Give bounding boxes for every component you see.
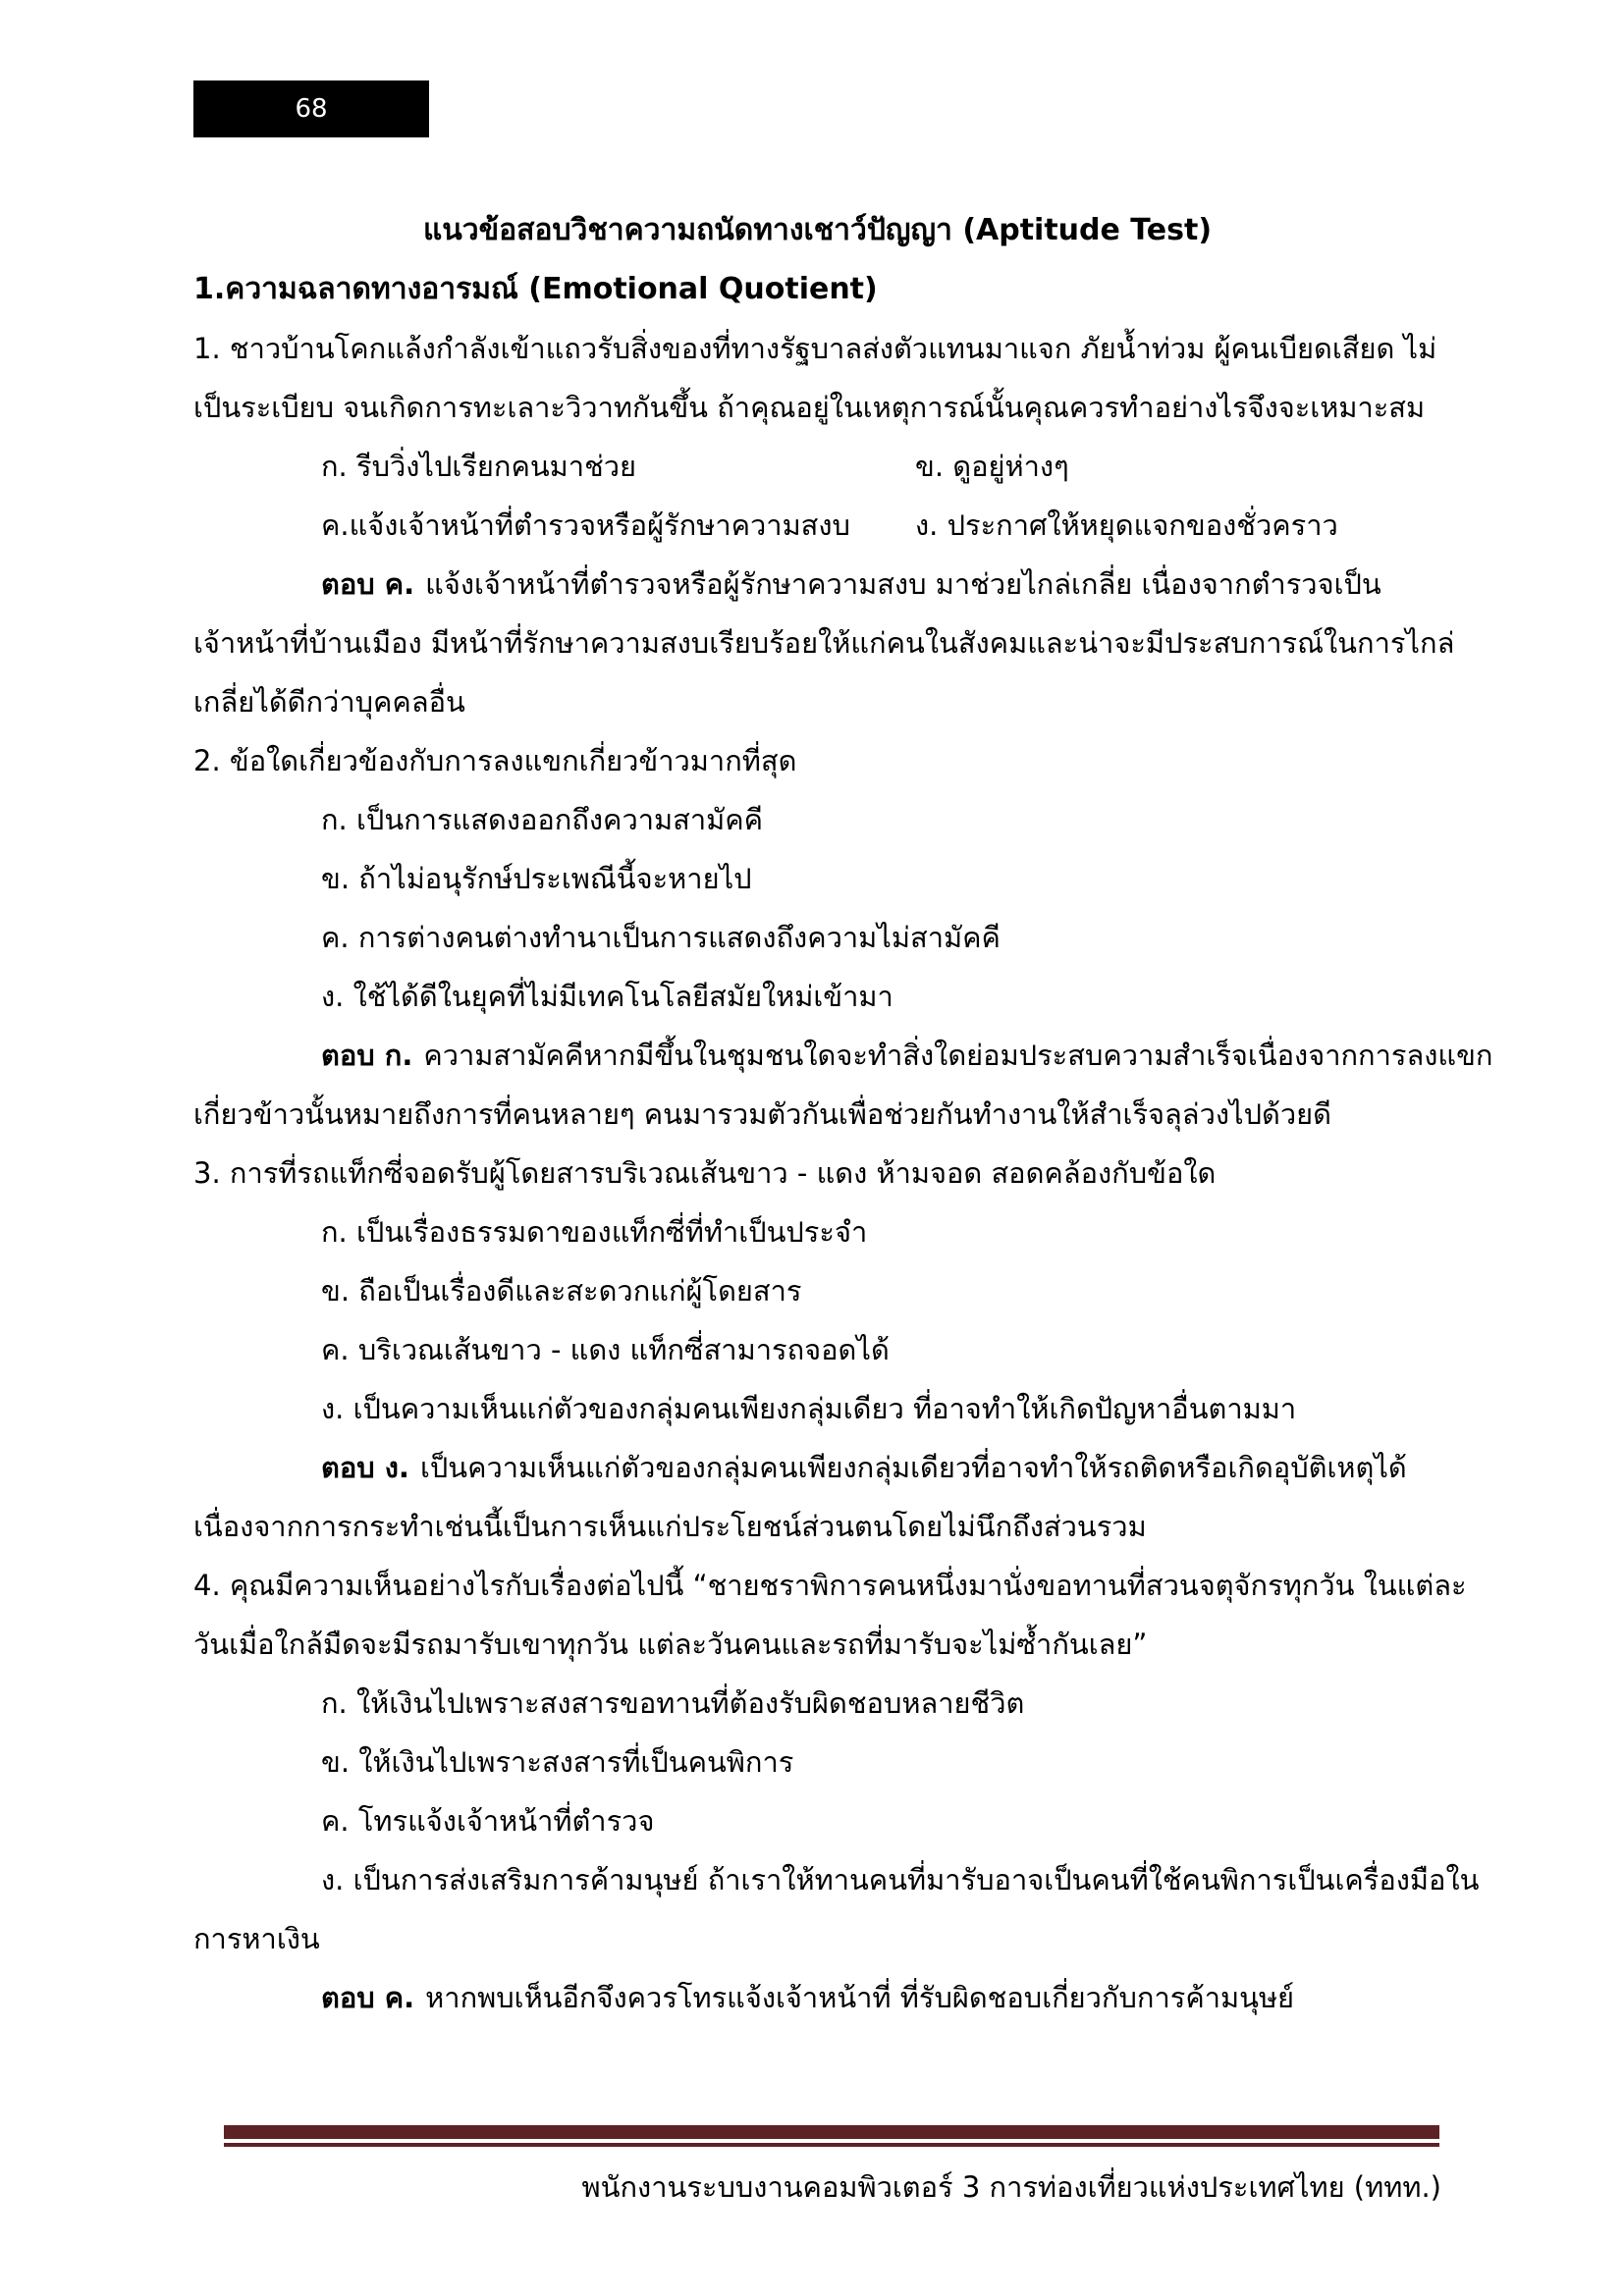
question-2-line-1: 2. ข้อใดเกี่ยวข้องกับการลงแขกเกี่ยวข้าวมากที่สุด xyxy=(193,744,797,777)
question-2-answer-line-1 xyxy=(193,1026,1493,1085)
document-content xyxy=(193,201,1493,2027)
question-2-choice-b: ข. ถ้าไม่อนุรักษ์ประเพณีนี้จะหายไป xyxy=(321,862,752,895)
document-title: แนวข้อสอบวิชาความถนัดทางเชาว์ปัญญา (Aptitude Test) xyxy=(422,213,1213,247)
question-1-answer-label: ตอบ ค. xyxy=(321,567,415,601)
question-2-choice-a: ก. เป็นการแสดงออกถึงความสามัคคี xyxy=(321,803,764,836)
section-heading: 1.ความฉลาดทางอารมณ์ (Emotional Quotient) xyxy=(193,272,878,306)
question-1-line-1: 1. ชาวบ้านโคกแล้งกำลังเข้าแถวรับสิ่งของที่ทางรัฐบาลส่งตัวแทนมาแจก ภัยน้ำท่วม ผู้คนเบียดเสียด ไม่ xyxy=(193,332,1437,365)
question-4-choice-c: ค. โทรแจ้งเจ้าหน้าที่ตำรวจ xyxy=(321,1804,655,1838)
question-4-choice-d: ง. เป็นการส่งเสริมการค้ามนุษย์ ถ้าเราให้ทานคนที่มารับอาจเป็นคนที่ใช้คนพิการเป็นเครื่องมือใน xyxy=(321,1863,1480,1896)
question-3-answer-line-2: เนื่องจากการกระทำเช่นนี้เป็นการเห็นแก่ประโยชน์ส่วนตนโดยไม่นึกถึงส่วนรวม xyxy=(193,1510,1147,1543)
question-2-answer-text: ความสามัคคีหากมีขึ้นในชุมชนใดจะทำสิ่งใดย่อมประสบความสำเร็จเนื่องจากการลงแขก xyxy=(423,1039,1493,1072)
question-4-answer-line-1 xyxy=(193,1968,1441,2027)
question-3-answer-line-1 xyxy=(193,1438,1441,1497)
footer-divider xyxy=(224,2125,1439,2147)
question-3-choice-d: ง. เป็นความเห็นแก่ตัวของกลุ่มคนเพียงกลุ่มเดียว ที่อาจทำให้เกิดปัญหาอื่นตามมา xyxy=(321,1392,1297,1425)
question-1-choice-a: ก. รีบวิ่งไปเรียกคนมาช่วย xyxy=(321,450,637,483)
page-number: 68 xyxy=(295,94,328,124)
question-2-choice-c: ค. การต่างคนต่างทำนาเป็นการแสดงถึงความไม่สามัคคี xyxy=(321,921,1001,954)
question-2-choice-d: ง. ใช้ได้ดีในยุคที่ไม่มีเทคโนโลยีสมัยใหม่เข้ามา xyxy=(321,980,893,1013)
question-4-choice-b: ข. ให้เงินไปเพราะสงสารที่เป็นคนพิการ xyxy=(321,1745,794,1779)
footer-divider-thick-bar xyxy=(224,2125,1439,2139)
question-1-choice-b: ข. ดูอยู่ห่างๆ xyxy=(915,450,1069,483)
question-1-choices-row-1 xyxy=(193,437,1441,496)
question-3-answer-label: ตอบ ง. xyxy=(321,1451,409,1484)
question-2-answer-label: ตอบ ก. xyxy=(321,1039,413,1072)
question-1-choice-c: ค.แจ้งเจ้าหน้าที่ตำรวจหรือผู้รักษาความสงบ xyxy=(321,508,850,542)
question-4-line-1: 4. คุณมีความเห็นอย่างไรกับเรื่องต่อไปนี้ “ชายชราพิการคนหนึ่งมานั่งขอทานที่สวนจตุจักรทุกวัน ในแต่ละ xyxy=(193,1569,1467,1602)
question-1-choice-d: ง. ประกาศให้หยุดแจกของชั่วคราว xyxy=(915,508,1338,542)
question-1-answer-line-1 xyxy=(193,555,1441,614)
question-3-choice-b: ข. ถือเป็นเรื่องดีและสะดวกแก่ผู้โดยสาร xyxy=(321,1274,802,1308)
page-number-box xyxy=(193,80,429,137)
question-1-answer-line-3: เกลี่ยได้ดีกว่าบุคคลอื่น xyxy=(193,685,465,719)
question-4-answer-text: หากพบเห็นอีกจึงควรโทรแจ้งเจ้าหน้าที่ ที่รับผิดชอบเกี่ยวกับการค้ามนุษย์ xyxy=(425,1981,1295,2014)
question-4-choice-d-continuation: การหาเงิน xyxy=(193,1922,320,1955)
question-1-answer-text: แจ้งเจ้าหน้าที่ตำรวจหรือผู้รักษาความสงบ มาช่วยไกล่เกลี่ย เนื่องจากตำรวจเป็น xyxy=(425,567,1381,601)
question-3-answer-text: เป็นความเห็นแก่ตัวของกลุ่มคนเพียงกลุ่มเดียวที่อาจทำให้รถติดหรือเกิดอุบัติเหตุได้ xyxy=(419,1451,1407,1484)
question-4-line-2: วันเมื่อใกล้มืดจะมีรถมารับเขาทุกวัน แต่ละวันคนและรถที่มารับจะไม่ซ้ำกันเลย” xyxy=(193,1628,1148,1661)
footer-text: พนักงานระบบงานคอมพิวเตอร์ 3 การท่องเที่ยวแห่งประเทศไทย (ททท.) xyxy=(581,2170,1441,2204)
question-1-answer-line-2: เจ้าหน้าที่บ้านเมือง มีหน้าที่รักษาความสงบเรียบร้อยให้แก่คนในสังคมและน่าจะมีประสบการณ์ในการไกล่ xyxy=(193,626,1455,660)
question-4-choice-a: ก. ให้เงินไปเพราะสงสารขอทานที่ต้องรับผิดชอบหลายชีวิต xyxy=(321,1686,1025,1720)
question-1-choices-row-2 xyxy=(193,496,1441,555)
question-3-line-1: 3. การที่รถแท็กซี่จอดรับผู้โดยสารบริเวณเส้นขาว - แดง ห้ามจอด สอดคล้องกับข้อใด xyxy=(193,1156,1217,1190)
footer-divider-thin-bar xyxy=(224,2143,1439,2147)
question-1-line-2: เป็นระเบียบ จนเกิดการทะเลาะวิวาทกันขึ้น ถ้าคุณอยู่ในเหตุการณ์นั้นคุณควรทำอย่างไรจึงจะเหมาะสม xyxy=(193,391,1426,424)
question-4-answer-label: ตอบ ค. xyxy=(321,1981,415,2014)
question-2-answer-line-2: เกี่ยวข้าวนั้นหมายถึงการที่คนหลายๆ คนมารวมตัวกันเพื่อช่วยกันทำงานให้สำเร็จลุล่วงไปด้วยดี xyxy=(193,1097,1331,1131)
question-3-choice-a: ก. เป็นเรื่องธรรมดาของแท็กซี่ที่ทำเป็นประจำ xyxy=(321,1215,868,1249)
question-3-choice-c: ค. บริเวณเส้นขาว - แดง แท็กซี่สามารถจอดได้ xyxy=(321,1333,890,1366)
